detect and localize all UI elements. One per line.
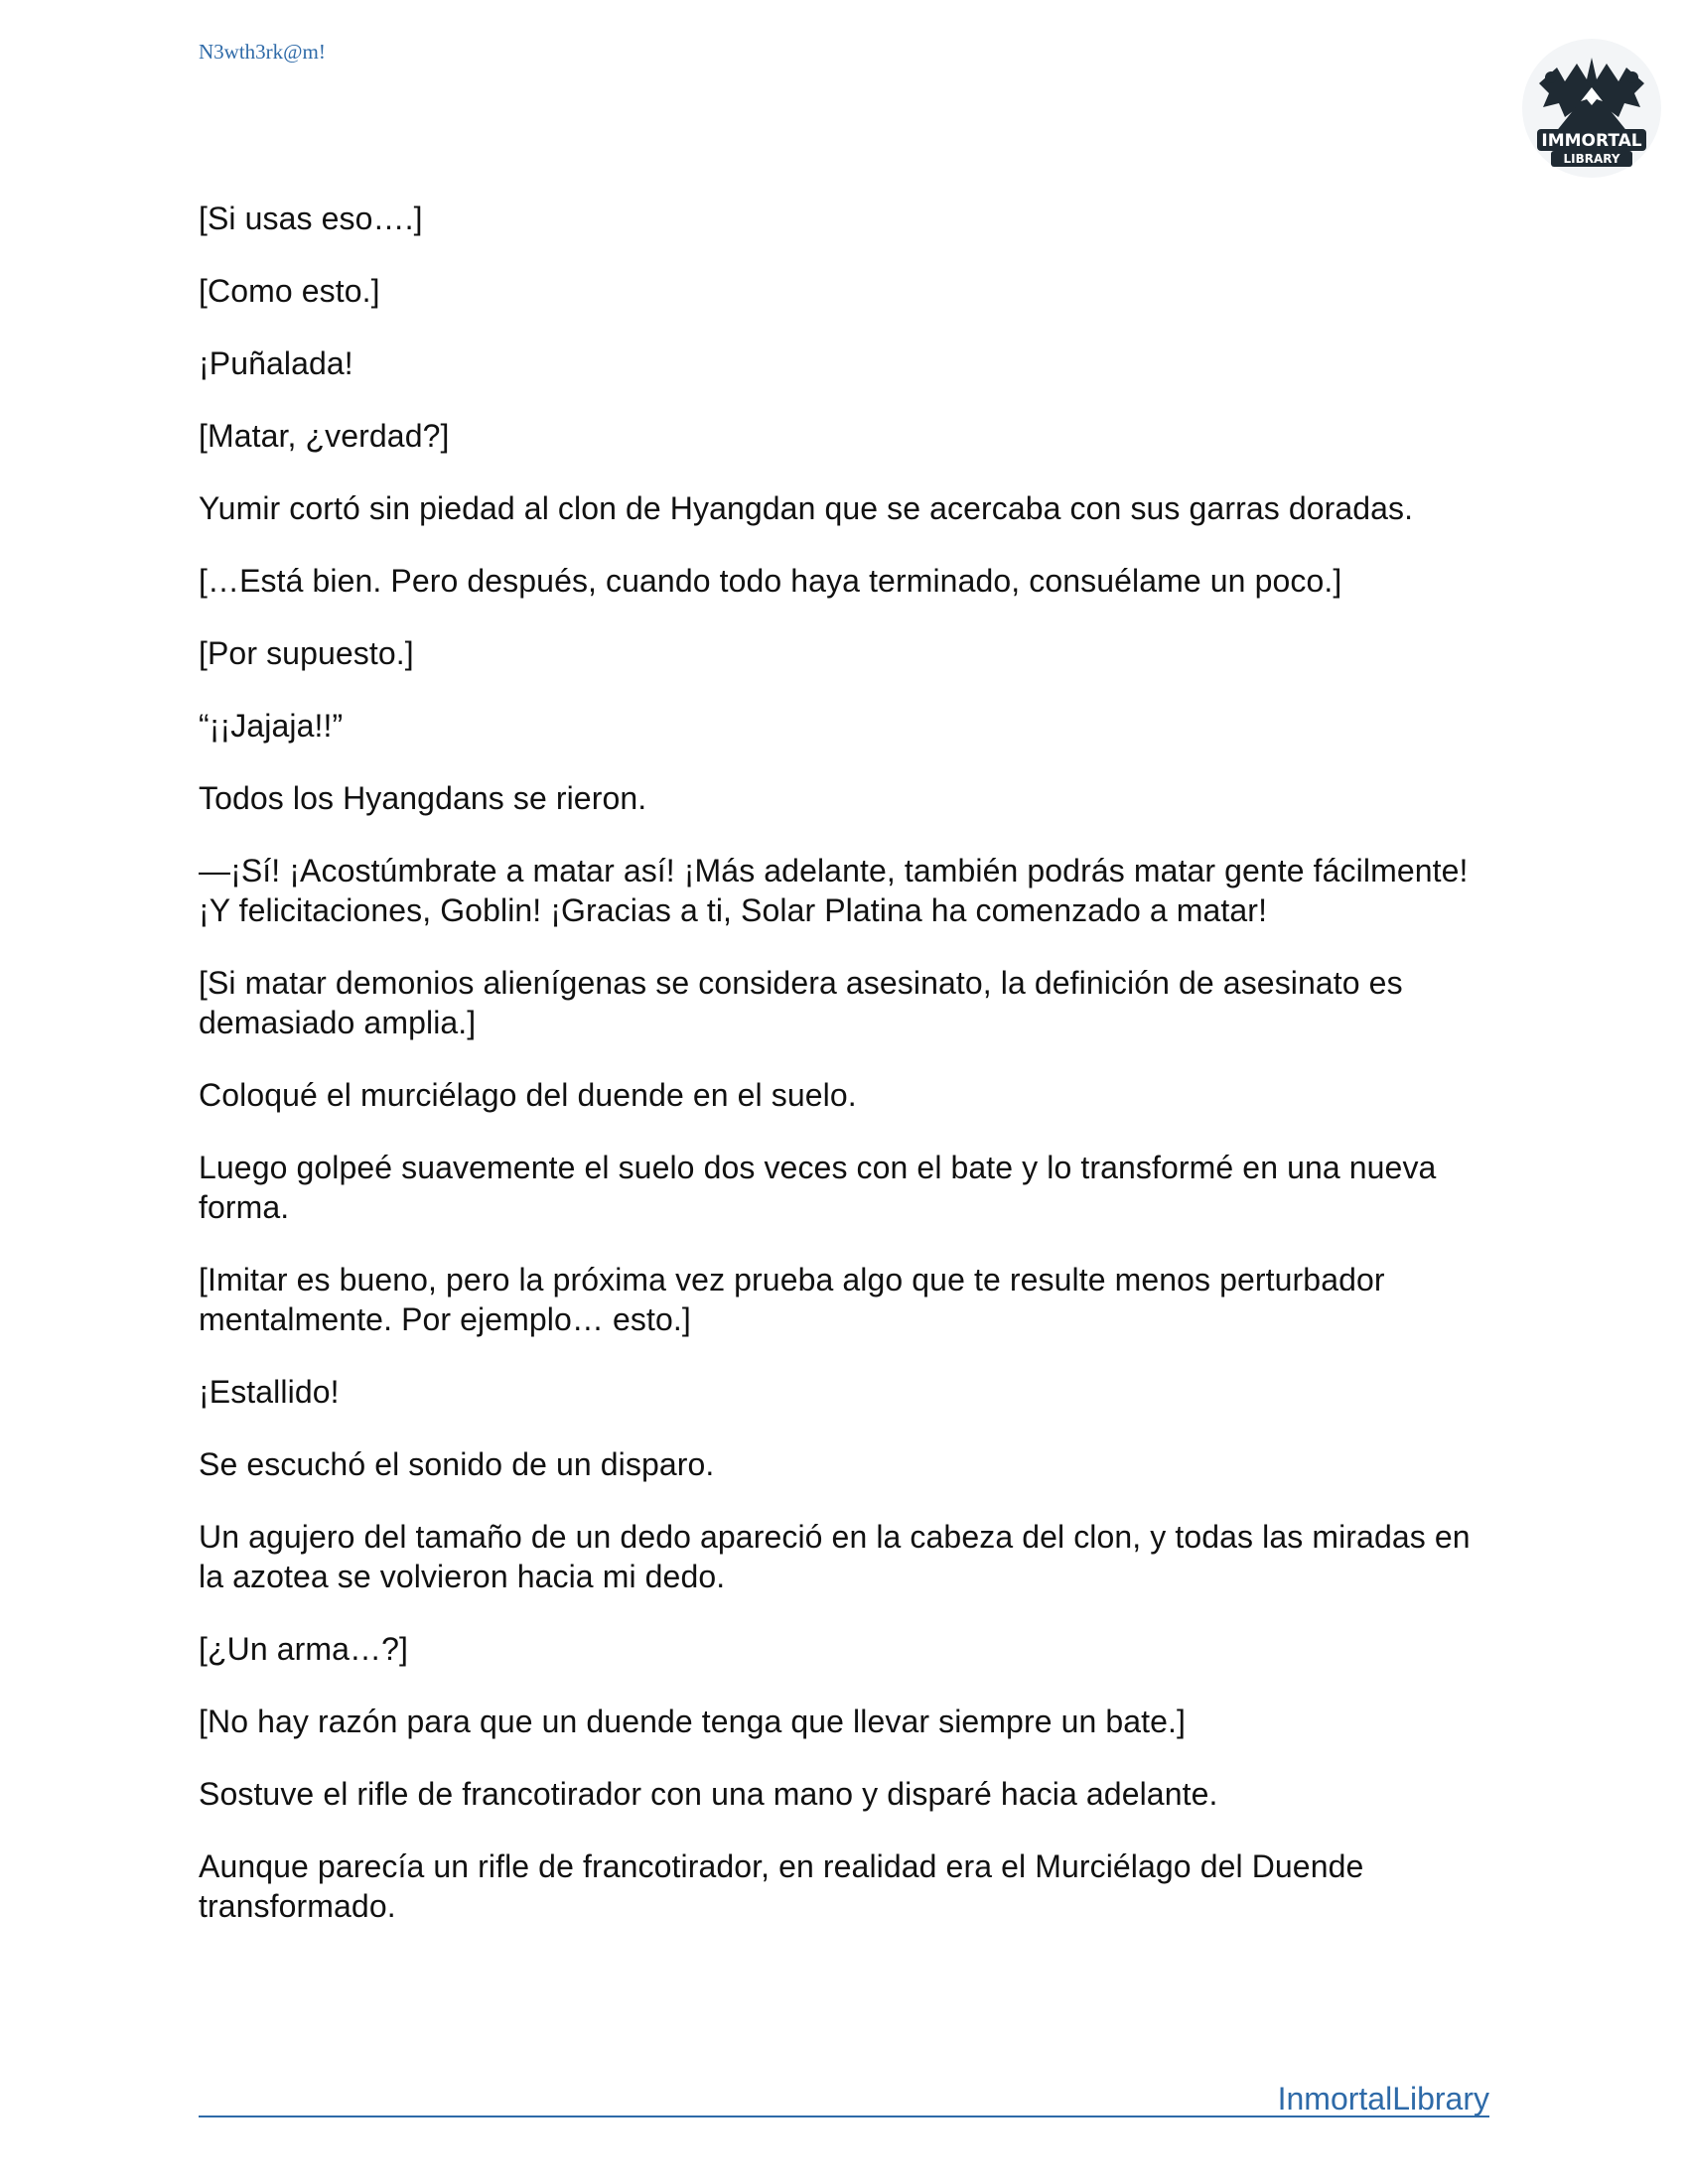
paragraph: [¿Un arma…?] xyxy=(199,1631,409,1667)
paragraph: [Por supuesto.] xyxy=(199,635,414,671)
paragraph: [No hay razón para que un duende tenga que llevar siempre un bate.] xyxy=(199,1704,1187,1739)
paragraph: Yumir cortó sin piedad al clon de Hyangdan que se acercaba con sus garras doradas. xyxy=(199,490,1414,526)
header-watermark: N3wth3rk@m! xyxy=(199,40,326,64)
logo-line2: LIBRARY xyxy=(1563,152,1620,166)
paragraph: “¡¡Jajaja!!” xyxy=(199,708,344,744)
paragraph: Sostuve el rifle de francotirador con una mano y disparé hacia adelante. xyxy=(199,1776,1218,1812)
paragraph: [Si matar demonios alienígenas se considera asesinato, la definición de asesinato es demasiado amplia.] xyxy=(199,965,1403,1040)
paragraph: Todos los Hyangdans se rieron. xyxy=(199,780,647,816)
paragraph: Un agujero del tamaño de un dedo apareció en la cabeza del clon, y todas las miradas en la azotea se volvieron hacia mi dedo. xyxy=(199,1519,1471,1594)
footer-link-inmortallibrary[interactable]: InmortalLibrary xyxy=(1277,2081,1489,2116)
document-body xyxy=(199,199,1489,1959)
paragraph: [Si usas eso….] xyxy=(199,201,423,236)
immortal-library-logo xyxy=(1521,38,1662,179)
paragraph: [Matar, ¿verdad?] xyxy=(199,418,450,454)
paragraph: Se escuchó el sonido de un disparo. xyxy=(199,1446,715,1482)
paragraph: —¡Sí! ¡Acostúmbrate a matar así! ¡Más adelante, también podrás matar gente fácilmente! ¡Y felicitaciones, Goblin! ¡Gracias a ti, Solar Platina ha comenzado a matar! xyxy=(199,853,1469,928)
paragraph: Aunque parecía un rifle de francotirador, en realidad era el Murciélago del Duende transformado. xyxy=(199,1848,1364,1924)
paragraph: [Como esto.] xyxy=(199,273,380,309)
paragraph: Luego golpeé suavemente el suelo dos veces con el bate y lo transformé en una nueva forma. xyxy=(199,1150,1437,1225)
paragraph: ¡Estallido! xyxy=(199,1374,340,1410)
immortal-library-crest-icon xyxy=(1521,38,1662,179)
paragraph: Coloqué el murciélago del duende en el suelo. xyxy=(199,1077,857,1113)
logo-line1: IMMORTAL xyxy=(1541,131,1642,151)
paragraph: ¡Puñalada! xyxy=(199,345,353,381)
paragraph: [Imitar es bueno, pero la próxima vez prueba algo que te resulte menos perturbador mentalmente. Por ejemplo… esto.] xyxy=(199,1262,1385,1337)
paragraph: […Está bien. Pero después, cuando todo haya terminado, consuélame un poco.] xyxy=(199,563,1342,599)
